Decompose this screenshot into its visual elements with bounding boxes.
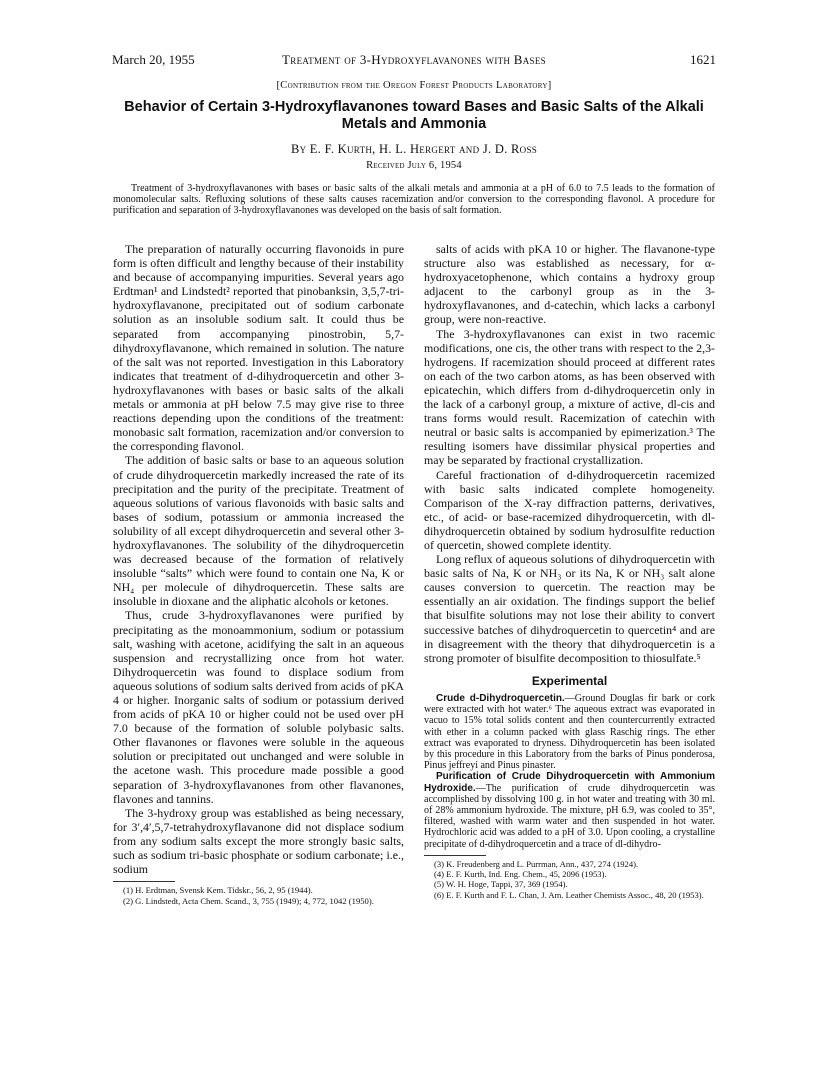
author-line: By E. F. Kurth, H. L. Hergert and J. D. Ross [290,142,538,156]
footnote: (6) E. F. Kurth and F. L. Chan, J. Am. Leather Chemists Assoc., 48, 20 (1953). [434,889,704,900]
body-paragraph: Thus, crude 3-hydroxyflavanones were purified by precipitating as the monoammonium, sodium or potassium salt, washing with acetone, acidifying the salt in an aqueous suspension and recrystallizing once from hot water. Dihydroquercetin was found to displace sodium from aqueous solutions of sodium salts derived from acids of pKA 4 or higher. Inorganic salts of sodium or potassium derived from acids of pKA 10 or higher could not be used over pH 7.0 because of the formation of soluble polybasic salts. Other flavanones or flavones were soluble in the aqueous solution or precipitated out unchanged and were soluble in the acetone wash. This procedure made possible a good separation of 3-hydroxyflavanones from other flavanones, flavones and tannins. [113,608,404,806]
footnote-divider [424,855,486,856]
paragraph-text: —The purification of crude dihydroquercetin was accomplished by dissolving 100 g. in hot water and treating with 30 ml. of 28% ammonium hydroxide. The mixture, pH 6.9, was cooled to 35°, filtered, washed with warm water and then suspended in hot water. Hydrochloric acid was added to a pH of 3.0. Upon cooling, a crystalline precipitate of d-dihydroquercetin and a trace of dl-dihydro- [424,782,715,850]
body-paragraph: The preparation of naturally occurring flavonoids in pure form is often difficult and lengthy because of their instability and because of accompanying impurities. Several years ago Erdtman¹ and Lindstedt² reported that pinobanksin, 3,5,7-tri-hydroxyflavanone, precipitated out of sodium carbonate solution as an insoluble sodium salt. It could thus be separated from accompanying pinostrobin, 5,7-dihydroxyflavanone, which remained in solution. The nature of the salt was not reported. Investigation in this Laboratory indicates that treatment of d-dihydroquercetin and other 3-hydroxyflavanones with bases or basic salts of the alkali metals or ammonia at pH below 7.5 may give rise to three reactions depending upon the conditions of the treatment: monobasic salt formation, racemization and/or conversion to the corresponding flavonol. [113,242,404,454]
footnote: (3) K. Freudenberg and L. Purrman, Ann., 437, 274 (1924). [434,858,639,869]
paragraph-lead: Purification of Crude Dihydroquercetin with Ammonium Hydroxide. [424,771,715,794]
received-date: Received July 6, 1954 [366,160,462,171]
experimental-section [424,693,715,850]
left-column [113,242,404,906]
abstract: Treatment of 3-hydroxyflavanones with bases or basic salts of the alkali metals and ammonia at a pH of 6.0 to 7.5 leads to the formation of monomolecular salts. Refluxing solutions of these salts causes racemization and/or conversion to the corresponding flavonol. A procedure for purification and separation of 3-hydroxyflavanones was developed on the basis of salt formation. [113,183,715,216]
footnote: (4) E. F. Kurth, Ind. Eng. Chem., 45, 2096 (1953). [434,869,607,880]
running-title: Treatment of 3-Hydroxyflavanones with Bases [282,52,546,67]
issue-date: March 20, 1955 [112,52,195,67]
footnote-divider [113,881,175,882]
contribution-line: [Contribution from the Oregon Forest Products Laboratory] [276,80,552,91]
section-heading-experimental: Experimental [531,673,608,688]
footnote: (1) H. Erdtman, Svensk Kem. Tidskr., 56, 2, 95 (1944). [123,885,313,896]
footnotes-left [113,885,404,906]
right-column [424,242,715,900]
footnote: (5) W. H. Hoge, Tappi, 37, 369 (1954). [434,879,568,890]
experimental-paragraph [424,771,715,849]
body-paragraph: salts of acids with pKA 10 or higher. The flavanone-type structure also was established as necessary, for α-hydroxyacetophenone, which contains a hydroxy group adjacent to the carbonyl group as in the 3-hydroxyflavanones, and d-catechin, which lacks a carbonyl group, were non-reactive. [424,242,715,327]
footnotes-right [424,859,715,900]
body-paragraph: The addition of basic salts or base to an aqueous solution of crude dihydroquercetin markedly increased the rate of its precipitation and the purity of the precipitate. Treatment of aqueous solutions of various flavonoids with basic salts and bases of sodium, potassium or ammonia increased the solubility of all except dihydroquercetin and several other 3-hydroxyflavanones. The solubility of the dihydroquercetin was decreased because of the formation of relatively insoluble “salts” which were found to contain one Na, K or NH₄ per molecule of dihydroquercetin. These salts are insoluble in dioxane and the aliphatic alcohols or ketones. [113,453,404,609]
body-paragraph: Long reflux of aqueous solutions of dihydroquercetin with basic salts of Na, K or NH₃ or its Na, K or NH₃ salt alone causes conversion to quercetin. The reaction may be essentially an air oxidation. The findings support the belief that bisulfite solutions may not lose their ability to convert successive batches of dihydroquercetin to quercetin⁴ and are in disagreement with the theory that dihydroquercetin is a strong promoter of bisulfite decomposition to thiosulfate.⁵ [424,552,715,665]
page-number: 1621 [690,52,716,67]
experimental-paragraph [424,693,715,771]
body-paragraph: The 3-hydroxyflavanones can exist in two racemic modifications, one cis, the other trans with respect to the 2,3-hydrogens. If racemization should proceed at different rates on each of the two carbon atoms, as has been observed with epicatechin, which differs from d-dihydroquercetin only in the lack of a carbonyl group, a mixture of active, dl-cis and trans forms would result. Racemization of catechin with neutral or basic salts is accompanied by epimerization.³ The resulting isomers have dissimilar physical properties and may be separated by fractional crystallization. [424,326,715,468]
body-paragraph: The 3-hydroxy group was established as being necessary, for 3′,4′,5,7-tetrahydroxyflavanone did not displace sodium from any sodium salts except the more strongly basic salts, such as sodium tri-basic phosphate or sodium carbonate; i.e., sodium [113,805,404,877]
footnote: (2) G. Lindstedt, Acta Chem. Scand., 3, 755 (1949); 4, 772, 1042 (1950). [123,895,374,906]
paragraph-text: —Ground Douglas fir bark or cork were extracted with hot water.⁶ The aqueous extract was evaporated in vacuo to 15% total solids content and then countercurrently extracted with ether in a column packed with glass Raschig rings. The ether extract was evaporated to dryness. Dihydroquercetin has been isolated by this procedure in this Laboratory from the barks of Pinus ponderosa, Pinus jeffreyi and Pinus pinaster. [424,692,715,772]
article-title: Behavior of Certain 3-Hydroxyflavanones toward Bases and Basic Salts of the Alkali Metals and Ammonia [124,99,704,132]
paragraph-lead: Crude d-Dihydroquercetin. [436,692,565,704]
body-paragraph: Careful fractionation of d-dihydroquercetin racemized with basic salts indicated complete homogeneity. Comparison of the X-ray diffraction patterns, derivatives, etc., of acid- or base-racemized dihydroquercetin, with dl-dihydroquercetin obtained by sodium hydrosulfite reduction of quercetin, showed complete identity. [424,467,715,552]
running-head [112,52,716,70]
